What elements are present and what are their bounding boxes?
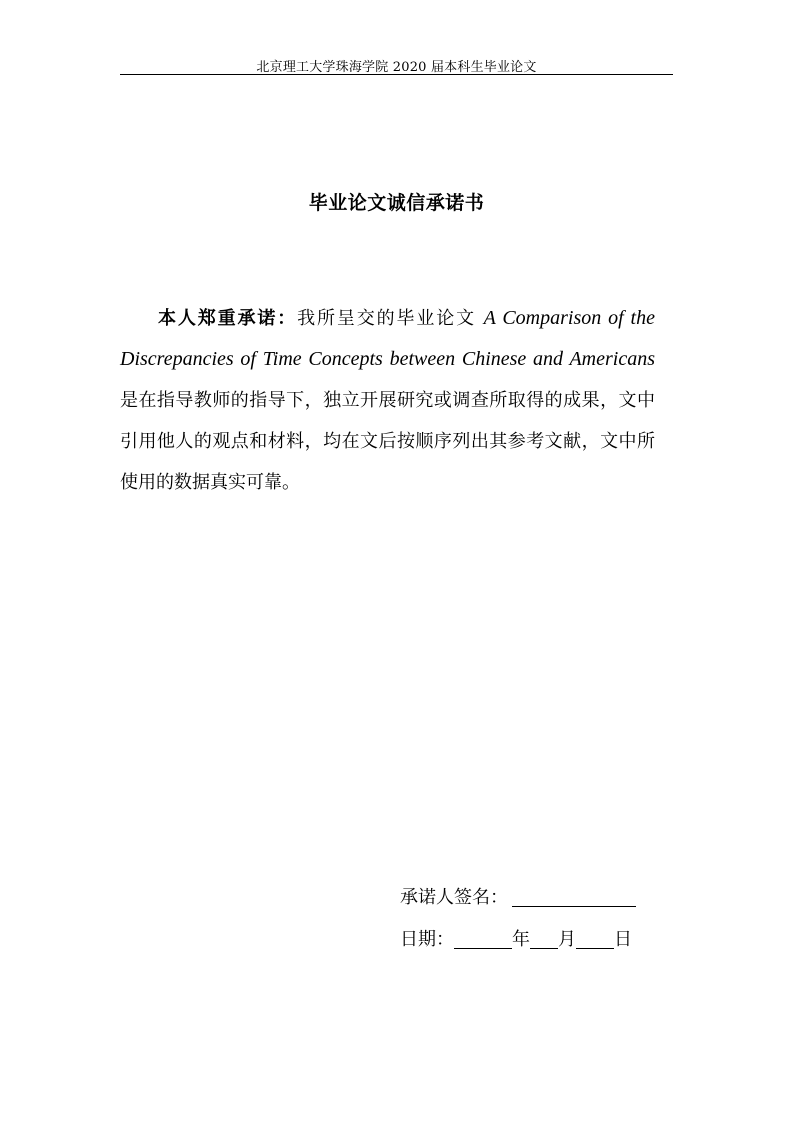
page-title: 毕业论文诚信承诺书 [308,192,485,214]
signature-blank[interactable] [512,886,636,907]
date-label: 日期： [400,929,454,950]
year-blank[interactable] [454,928,512,949]
month-label: 月 [558,929,576,950]
thesis-title: A Comparison of the Discrepancies of Time Concepts between Chinese and Americans [120,307,655,370]
year-label: 年 [512,929,530,950]
pledge-paragraph [120,298,655,503]
pledge-body: 是在指导教师的指导下，独立开展研究或调查所取得的成果，文中引用他人的观点和材料，均在文后按顺序列出其参考文献，文中所使用的数据真实可靠。 [120,390,655,493]
signature-row [400,884,636,912]
pledge-intro: 我所呈交的毕业论文 [297,308,476,329]
signer-label: 承诺人签名： [400,887,508,908]
header-rule [120,74,673,75]
day-label: 日 [614,929,632,950]
date-row [400,926,632,954]
running-header: 北京理工大学珠海学院 2020 届本科生毕业论文 [256,60,537,75]
month-blank[interactable] [530,928,558,949]
day-blank[interactable] [576,928,614,949]
pledge-lead: 本人郑重承诺： [158,308,298,329]
